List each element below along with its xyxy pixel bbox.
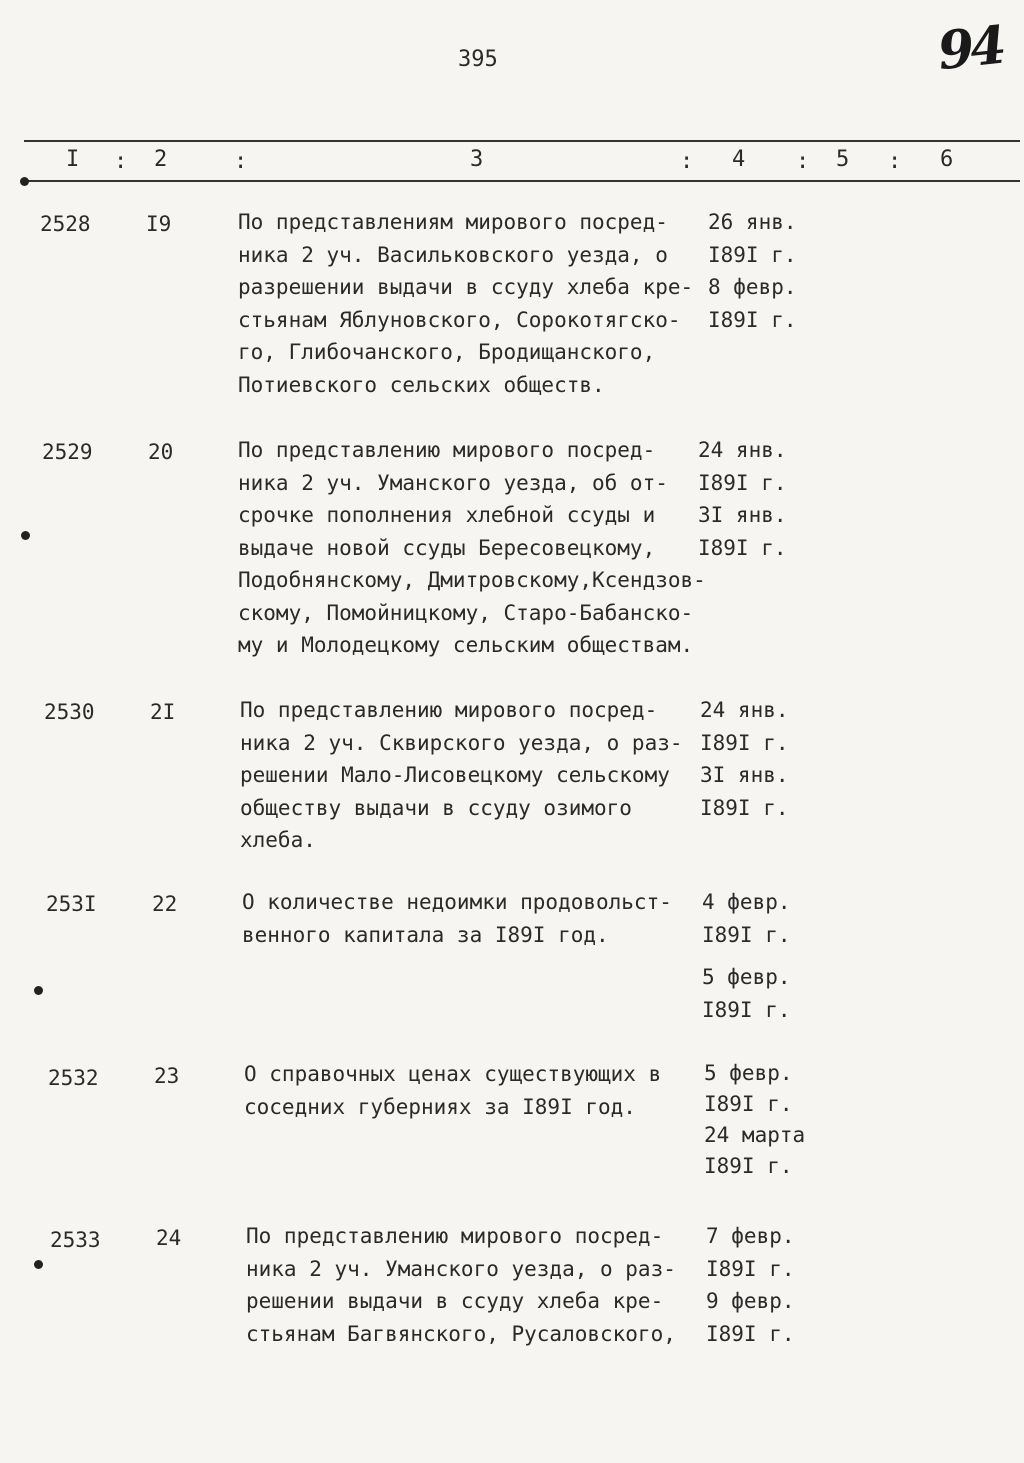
date-line: 24 янв. (700, 698, 789, 722)
item-number: 23 (154, 1064, 180, 1088)
record-number: 253I (46, 892, 97, 916)
binding-hole-dot (34, 1260, 43, 1269)
description-line: ника 2 уч. Уманского уезда, о раз- (246, 1256, 676, 1281)
binding-hole-dot (20, 177, 29, 186)
description-line: стьянам Яблуновского, Сорокотягско- (238, 307, 681, 332)
record-dates (704, 1058, 805, 1182)
description-line: Подобнянскому, Дмитровскому,Ксендзов- (238, 568, 706, 592)
record-number: 2528 (40, 212, 91, 236)
date-line: 7 февр. (706, 1224, 795, 1248)
description-line: ника 2 уч. Уманского уезда, об от- (238, 470, 668, 495)
description-line: скому, Помойницкому, Старо-Бабанско- (238, 600, 694, 625)
header-bottom-rule (24, 180, 1020, 182)
date-line: I89I г. (706, 1256, 795, 1281)
date-line: 3I янв. (698, 503, 787, 527)
record-dates (706, 1220, 795, 1350)
record-description (238, 206, 693, 401)
item-number: 2I (150, 700, 176, 724)
date-line: I89I г. (706, 1321, 795, 1346)
header-col-4: 4 (732, 147, 746, 172)
description-line: стьянам Багвянского, Русаловского, (246, 1321, 676, 1346)
description-line: венного капитала за I89I год. (242, 922, 609, 947)
description-line: ника 2 уч. Васильковского уезда, о (238, 242, 668, 267)
header-col-2: 2 (154, 147, 168, 172)
description-line: По представлению мирового посред- (246, 1224, 664, 1248)
page-number: 395 (458, 47, 498, 72)
description-line: го, Глибочанского, Бродищанского, (238, 340, 656, 364)
record-number: 2532 (48, 1066, 99, 1090)
header-separator: : (114, 149, 128, 174)
date-line: I89I г. (704, 1092, 793, 1116)
date-line: 24 марта (704, 1123, 806, 1147)
date-line: 26 янв. (708, 210, 797, 234)
record-dates (708, 206, 797, 336)
description-line: му и Молодецкому сельским обществам. (238, 633, 694, 657)
date-line: 3I янв. (700, 763, 789, 787)
record-description (244, 1058, 661, 1123)
item-number: 24 (156, 1226, 182, 1250)
record-dates (700, 694, 789, 824)
description-line: О справочных ценах существующих в (244, 1062, 662, 1086)
header-col-6: 6 (940, 147, 954, 172)
description-line: ника 2 уч. Сквирского уезда, о раз- (240, 730, 683, 755)
date-line: I89I г. (708, 307, 797, 332)
date-line: I89I г. (704, 1154, 793, 1178)
binding-hole-dot (34, 986, 43, 995)
date-line: 5 февр. (704, 1061, 793, 1085)
record-description (240, 694, 683, 857)
header-col-5: 5 (836, 147, 850, 172)
record-description (246, 1220, 676, 1350)
description-line: выдаче новой ссуды Бересовецкому, (238, 535, 656, 560)
description-line: По представлению мирового посред- (240, 698, 658, 722)
handwritten-folio-number: 94 (934, 14, 1006, 83)
date-line: 4 февр. (702, 890, 791, 914)
header-separator: : (234, 149, 248, 174)
record-number: 2533 (50, 1228, 101, 1252)
record-dates (702, 886, 791, 1026)
date-line: 24 янв. (698, 438, 787, 462)
record-number: 2530 (44, 700, 95, 724)
description-line: По представлению мирового посред- (238, 438, 656, 462)
date-line: I89I г. (708, 242, 797, 267)
description-line: Потиевского сельских обществ. (238, 372, 605, 397)
item-number: 20 (148, 440, 174, 464)
date-line: 8 февр. (708, 275, 797, 299)
date-line: I89I г. (698, 470, 787, 495)
date-line: I89I г. (700, 730, 789, 755)
header-separator: : (888, 149, 902, 174)
description-line: срочке пополнения хлебной ссуды и (238, 503, 656, 527)
date-line: 5 февр. (702, 965, 791, 989)
description-line: хлеба. (240, 828, 316, 852)
header-separator: : (680, 149, 694, 174)
description-line: соседних губерниях за I89I год. (244, 1094, 636, 1119)
description-line: решении выдачи в ссуду хлеба кре- (246, 1289, 664, 1313)
header-top-rule (24, 140, 1020, 142)
header-col-3: 3 (470, 147, 484, 172)
header-separator: : (796, 149, 810, 174)
date-line: I89I г. (698, 535, 787, 560)
binding-hole-dot (21, 531, 30, 540)
record-description (242, 886, 672, 951)
description-line: По представлениям мирового посред- (238, 210, 668, 234)
date-line: I89I г. (702, 997, 791, 1022)
date-line: 9 февр. (706, 1289, 795, 1313)
description-line: разрешении выдачи в ссуду хлеба кре- (238, 275, 694, 299)
item-number: I9 (146, 212, 172, 236)
description-line: обществу выдачи в ссуду озимого (240, 795, 632, 820)
date-line: I89I г. (702, 922, 791, 947)
record-description (238, 434, 706, 662)
description-line: решении Мало-Лисовецкому сельскому (240, 763, 670, 787)
item-number: 22 (152, 892, 178, 916)
description-line: О количестве недоимки продовольст- (242, 890, 672, 914)
date-line (702, 951, 791, 961)
record-dates (698, 434, 787, 564)
header-col-1: I (66, 147, 80, 172)
date-line: I89I г. (700, 795, 789, 820)
record-number: 2529 (42, 440, 93, 464)
